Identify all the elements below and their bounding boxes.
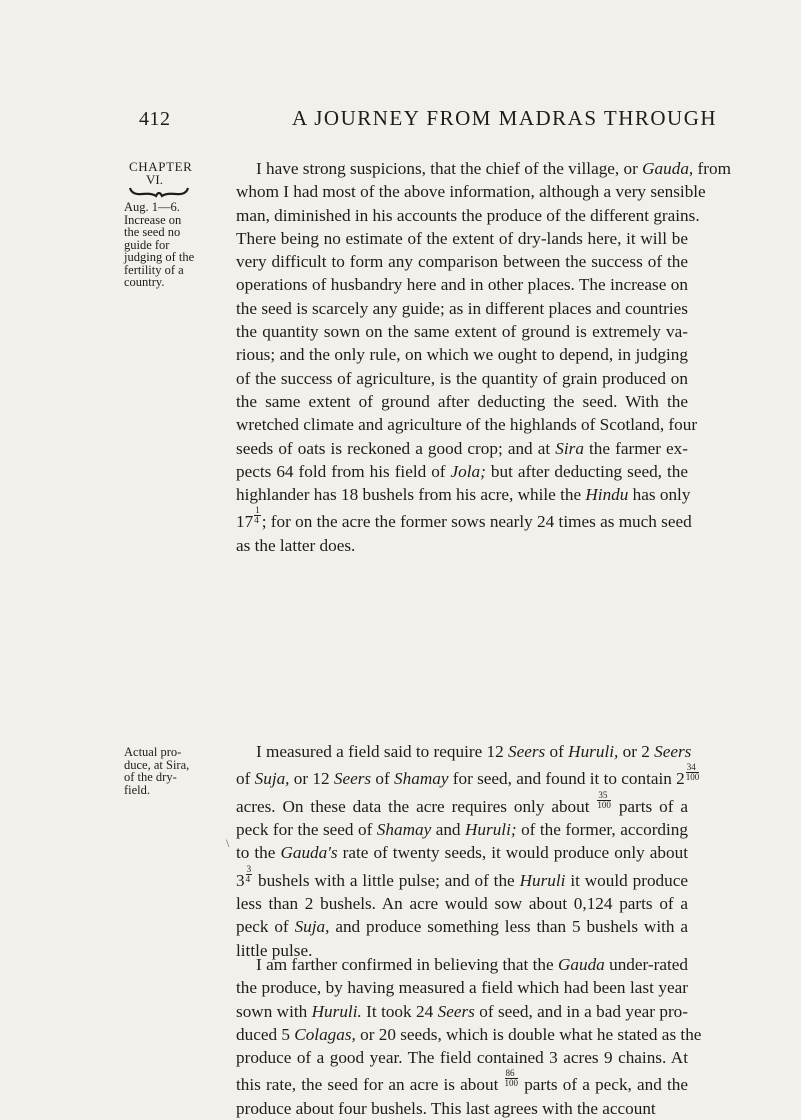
text-run: produce about four bushels. This last agrees with the account [236, 1098, 656, 1118]
margin-note-line: judging of the [124, 250, 195, 264]
fraction-numerator: 86 [505, 1069, 519, 1079]
text-run: 17 [236, 512, 254, 532]
text-line [236, 1023, 702, 1046]
margin-note-increase [124, 201, 224, 289]
text-line [236, 505, 692, 533]
margin-note-line: the seed no [124, 225, 181, 239]
text-run: or 12 [289, 769, 334, 789]
text-line [236, 460, 688, 483]
italic-term: Shamay [394, 769, 449, 789]
italic-term: Hindu [585, 485, 629, 505]
text-run: and produce something less than 5 bushels with a [329, 917, 688, 937]
margin-note-line: field. [124, 782, 151, 797]
text-run: seeds of oats is reckoned a good crop; and at [236, 438, 556, 458]
fraction [246, 865, 253, 884]
text-run: whom I had most of the above information, although a very sensible [236, 182, 706, 202]
text-run: and [431, 819, 466, 839]
italic-term: Jola; [450, 461, 486, 481]
text-run: under-rated [604, 955, 688, 974]
text-run: less than 2 bushels. An acre would sow about 0,124 parts of a [236, 893, 688, 913]
text-run: I am farther confirmed in believing that the [256, 955, 558, 974]
italic-term: Colagas, [294, 1024, 356, 1044]
text-line [236, 204, 700, 227]
text-run: It took 24 [361, 1001, 438, 1021]
text-run: peck for the seed of [236, 819, 377, 839]
running-title: A JOURNEY FROM MADRAS THROUGH [292, 106, 718, 130]
chapter-number: VI. [146, 172, 163, 187]
margin-note-line: Increase on [124, 212, 182, 227]
fraction-numerator: 35 [597, 791, 611, 801]
italic-term: Gauda [557, 955, 605, 974]
text-run: little pulse. [236, 940, 313, 960]
text-run: There being no estimate of the extent of dry-lands here, it will be [236, 228, 688, 248]
text-line [236, 343, 688, 366]
fraction-denominator: 100 [597, 799, 611, 810]
italic-term: Seers [654, 742, 692, 761]
text-run: the produce, by having measured a field which had been last year [236, 978, 688, 998]
italic-term: Huruli; [465, 819, 517, 839]
fraction-numerator: 3 [246, 863, 252, 874]
text-line [236, 841, 688, 864]
fraction-numerator: 1 [255, 505, 260, 516]
text-run: but after deducting seed, the [485, 461, 688, 481]
italic-term: Gauda, [642, 159, 694, 178]
stray-mark: \ [226, 836, 230, 850]
margin-note-line: Aug. 1—6. [124, 200, 180, 214]
text-run: to the [236, 843, 281, 863]
text-run: rate of twenty seeds, it would produce only about [337, 843, 688, 863]
chapter-label: CHAPTER [129, 159, 193, 174]
margin-note-line: of the dry- [124, 770, 177, 784]
paragraph-1 [236, 157, 731, 557]
text-line [236, 250, 688, 273]
italic-term: Suja, [294, 917, 330, 937]
margin-note-actual-produce [124, 746, 224, 796]
fraction [597, 791, 611, 810]
text-run: acres. On these data the acre requires only about [236, 796, 597, 816]
text-run: the quantity sown on the same extent of ground is extremely va- [236, 322, 688, 342]
text-line [236, 791, 688, 818]
text-run: the same extent of ground after deducting the seed. With the [236, 391, 688, 411]
margin-note-line: country. [124, 275, 165, 289]
fraction [686, 763, 700, 782]
text-line [236, 483, 691, 506]
page-number: 412 [139, 108, 171, 130]
text-line [236, 320, 688, 343]
italic-term: Shamay [376, 819, 432, 839]
text-line [236, 227, 688, 250]
paragraph-3 [236, 953, 702, 1120]
margin-note-line: Actual pro- [124, 745, 182, 759]
paragraph-2 [236, 740, 700, 962]
text-line [236, 390, 688, 413]
fraction-denominator: 4 [245, 873, 251, 884]
text-run: ; for on the acre the former sows nearly 24 times as much seed [261, 512, 692, 532]
brace-ornament-icon [128, 185, 190, 199]
text-run: parts of a peck, and the [519, 1075, 688, 1095]
text-run: parts of a [611, 796, 689, 816]
fraction-denominator: 100 [504, 1078, 519, 1089]
text-run: of the former, according [516, 819, 688, 839]
text-run: of [236, 769, 255, 789]
text-run: duced 5 [236, 1024, 295, 1044]
text-run: peck of [236, 917, 295, 937]
text-line [236, 818, 688, 841]
text-run: 3 [236, 870, 245, 890]
text-line [236, 157, 731, 180]
text-run: of seed, and in a bad year pro- [474, 1001, 688, 1021]
italic-term: Huruli. [311, 1001, 362, 1021]
text-run: very difficult to form any comparison between the success of the [236, 252, 688, 272]
text-run: as the latter does. [236, 535, 356, 555]
text-run: sown with [236, 1001, 312, 1021]
margin-note-line: duce, at Sira, [124, 757, 190, 772]
text-line [236, 865, 688, 892]
text-line [236, 1000, 688, 1023]
fraction [254, 506, 261, 525]
italic-term: Huruli, [568, 742, 619, 761]
text-run: operations of husbandry here and in other places. The increase on [236, 275, 688, 295]
text-run: has only [628, 485, 691, 505]
text-line [236, 892, 688, 915]
text-run: from [693, 159, 731, 178]
text-run: I have strong suspicions, that the chief of the village, or [256, 159, 643, 178]
italic-term: Suja, [254, 769, 290, 789]
fraction-numerator: 34 [686, 763, 700, 773]
text-run: rious; and the only rule, on which we ought to depend, in judging [236, 345, 688, 365]
fraction-denominator: 100 [685, 772, 700, 783]
text-line [236, 953, 688, 976]
text-line [236, 1069, 688, 1096]
text-line [236, 1046, 688, 1069]
text-run: highlander has 18 bushels from his acre, while the [236, 485, 586, 505]
text-run: it would produce [565, 870, 688, 890]
text-line [236, 740, 692, 763]
text-line [236, 413, 698, 436]
text-line [236, 297, 688, 320]
text-run: of [371, 769, 395, 789]
margin-note-line: fertility of a [124, 262, 184, 277]
text-run: I measured a field said to require 12 [256, 742, 508, 761]
text-run: produce of a good year. The field contained 3 acres 9 chains. At [236, 1048, 688, 1068]
text-line [236, 367, 688, 390]
fraction-denominator: 4 [254, 515, 259, 526]
text-run: man, diminished in his accounts the produce of the different grains. [236, 205, 700, 225]
text-line [236, 273, 688, 296]
italic-term: Seers [333, 769, 372, 789]
italic-term: Sira [555, 438, 584, 458]
text-run: wretched climate and agriculture of the highlands of Scotland, four [236, 415, 698, 435]
italic-term: Seers [437, 1001, 475, 1021]
margin-note-line: guide for [124, 237, 170, 252]
text-run: the seed is scarcely any guide; as in different places and countries [236, 298, 688, 318]
text-line [236, 976, 688, 999]
fraction [505, 1069, 519, 1088]
text-run: pects 64 fold from his field of [236, 461, 451, 481]
text-line [236, 437, 688, 460]
italic-term: Huruli [519, 870, 566, 890]
text-line [236, 180, 706, 203]
text-line [236, 534, 688, 557]
italic-term: Seers [508, 742, 546, 761]
text-run: for seed, and found it to contain 2 [448, 769, 685, 789]
text-run: this rate, the seed for an acre is about [236, 1075, 504, 1095]
text-run: or 2 [618, 742, 655, 761]
text-line [236, 762, 700, 790]
text-run: of the success of agriculture, is the quantity of grain produced on [236, 368, 688, 388]
text-run: of [545, 742, 569, 761]
text-run: or 20 seeds, which is double what he stated as the [355, 1024, 702, 1044]
text-run: the farmer ex- [583, 438, 688, 458]
text-run: bushels with a little pulse; and of the [253, 870, 520, 890]
text-line [236, 915, 688, 938]
italic-term: Gauda's [280, 843, 338, 863]
